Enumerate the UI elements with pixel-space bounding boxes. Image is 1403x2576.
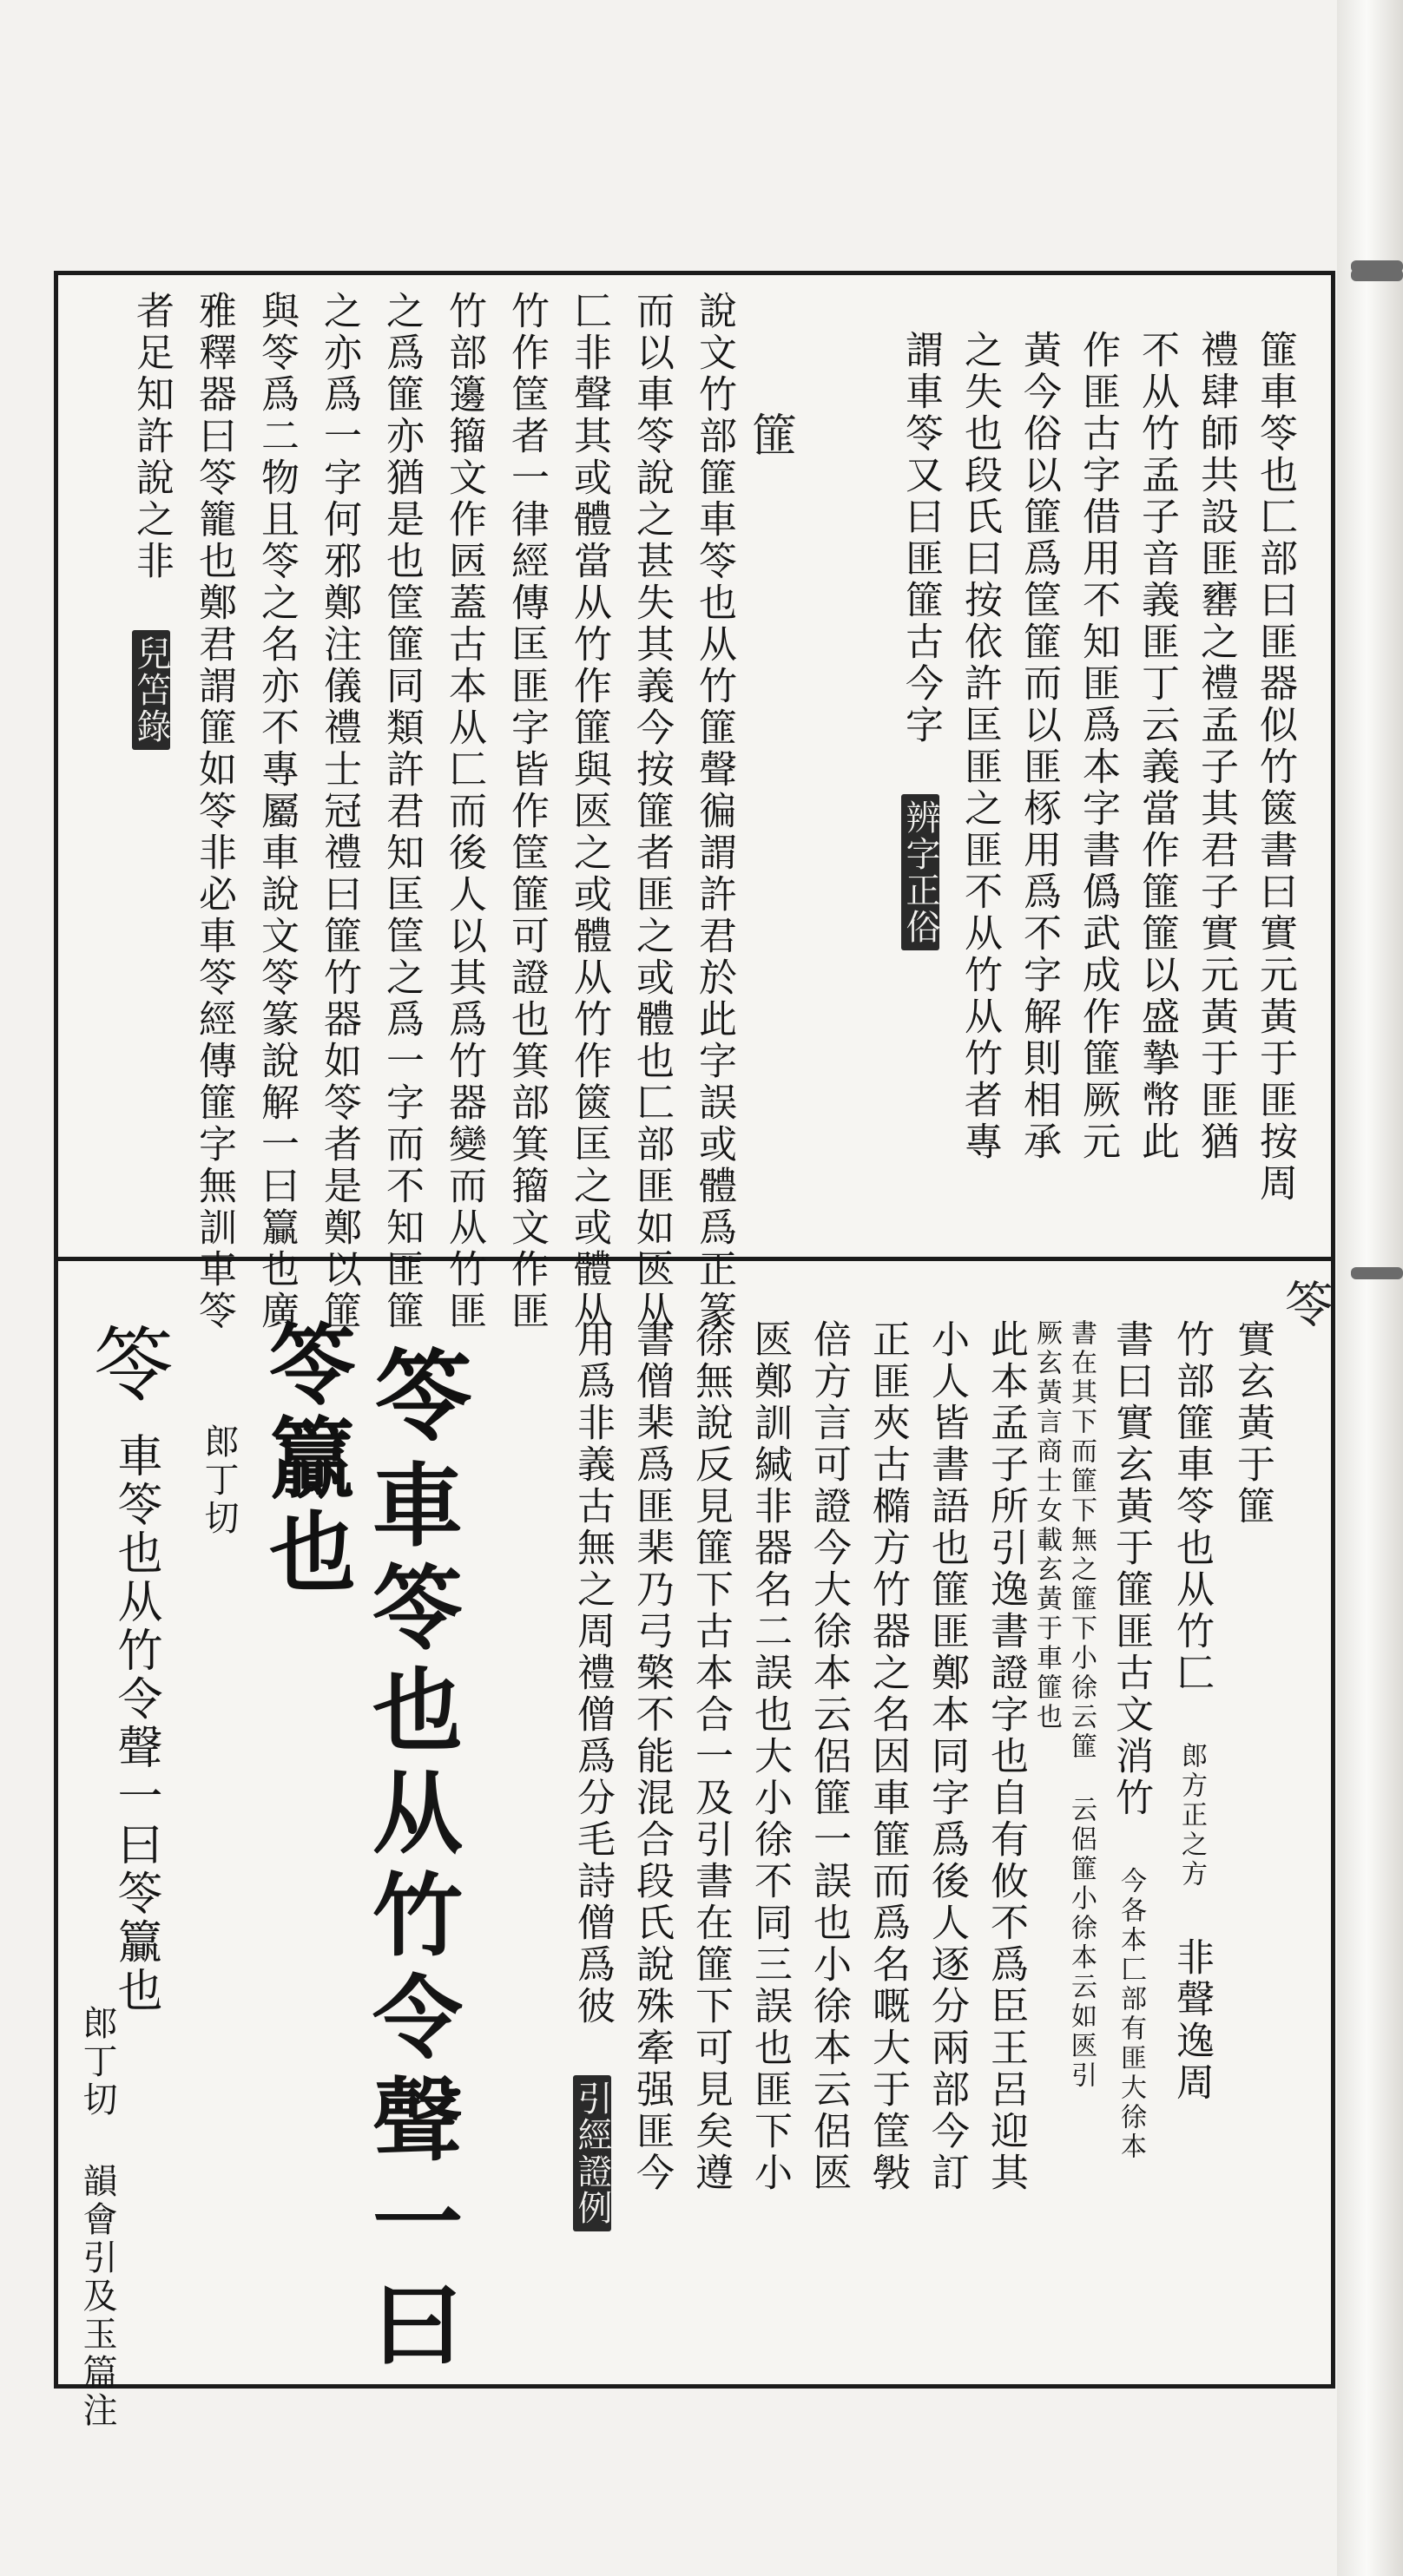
text-column: 不从竹孟子音義匪丁云義當作篚篚以盛摯幣此 — [1135, 330, 1179, 1163]
text-column — [1169, 1319, 1214, 2104]
text-column: 匧鄭訓緘非器名二誤也大小徐不同三誤也匪下小 — [748, 1319, 792, 2194]
small-note: 今各本匚部有匪大徐本 — [1116, 1867, 1146, 2162]
seal-char-3: 笭 — [94, 1319, 175, 1412]
text-column — [1066, 1319, 1097, 2091]
side-glyph: 笭 — [1285, 1278, 1334, 1334]
text-column-content: 書在其下而篚下無之篚下小徐云篚 — [1066, 1319, 1097, 1762]
text-column-content: 書曰實玄黃于篚匪古文消竹 — [1109, 1319, 1153, 1819]
text-column-content: 者足知許說之非 — [129, 291, 174, 582]
seal-char-2: 笭籯也 — [254, 1319, 357, 1600]
text-column-content: 竹部篚車笭也从竹匚 — [1169, 1319, 1214, 1694]
text-column — [1109, 1319, 1153, 2162]
text-column — [129, 291, 174, 750]
text-column-content: 非聲逸周 — [1169, 1937, 1214, 2104]
text-column: 正匪夾古橢方竹器之名因車篚而爲名嘅大于筐斅 — [866, 1319, 910, 2194]
text-column: 徐無說反見篚下古本合一及引書在篚下可見矣遵 — [688, 1319, 733, 2194]
small-note: 郎方正之方 — [1176, 1742, 1207, 1889]
small-note: 云侶篚小徐本云如匧引 — [1066, 1796, 1097, 2091]
text-column: 厥玄黃言商士女載玄黃于車篚也 — [1031, 1319, 1062, 1732]
binding-thread — [1351, 269, 1403, 281]
text-column: 說文竹部篚車笭也从竹篚聲徧謂許君於此字誤或體爲正篆 — [692, 291, 736, 1332]
text-column: 匚非聲其或體當从竹作篚與匧之或體从竹作篋匡之或體从 — [567, 291, 611, 1332]
text-column: 實玄黃于篚 — [1230, 1319, 1275, 1528]
text-column: 黃今俗以篚爲筐篚而以匪㭬用爲不字解則相承 — [1017, 330, 1061, 1163]
text-column: 而以車笭說之甚失其義今按篚者匪之或體也匚部匪如匧从 — [629, 291, 674, 1332]
binding-thread — [1351, 1267, 1403, 1279]
entry-header-char: 篚 — [752, 411, 798, 463]
text-column: 此本孟子所引逸書證字也自有攸不爲臣王呂迎其 — [984, 1319, 1028, 2194]
text-column: 倍方言可證今大徐本云侶篚一誤也小徐本云侶匧 — [807, 1319, 851, 2194]
text-column: 小人皆書語也篚匪鄭本同字爲後人逐分兩部今訂 — [925, 1319, 969, 2194]
tag-zhengsu: 辨字正俗 — [901, 794, 939, 950]
seal-char-1: 笭 — [375, 1340, 472, 1454]
text-column: 之亦爲一字何邪鄭注儀禮士冠禮曰篚竹器如笭者是鄭以篚 — [317, 291, 361, 1332]
text-column: 雅釋器曰笭籠也鄭君謂篚如笭非必車笭經傳篚字無訓車笭 — [192, 291, 236, 1332]
reading-note: 郎丁切 — [199, 1423, 239, 1538]
text-column: 書僧棐爲匪棐乃弓檠不能混合段氏說殊牽强匪今 — [629, 1319, 674, 2194]
last-entry-note: 郎丁切 韻會引及玉篇注 — [77, 2005, 117, 2430]
text-column: 之爲篚亦猶是也筐篚同類許君知匡筐之爲一字而不知匪篚 — [379, 291, 424, 1332]
text-column — [570, 1319, 615, 2231]
last-entry-column: 車笭也从竹令聲一曰笭籯也 — [109, 1432, 161, 2015]
text-column: 竹部籩籀文作㔷蓋古本从匚而後人以其爲竹器變而从竹匪 — [442, 291, 486, 1332]
text-column-content: 謂車笭又曰匪篚古今字 — [899, 330, 943, 746]
book-spine — [1337, 0, 1403, 2576]
text-column: 竹作筐者一律經傳匡匪字皆作筐篚可證也箕部箕籀文作匪 — [504, 291, 549, 1332]
text-column — [899, 330, 943, 950]
big-entry-column: 車笭也从竹令聲一曰 — [357, 1458, 464, 2380]
text-column: 與笭爲二物且笭之名亦不專屬車說文笭篆說解一曰籯也廣 — [254, 291, 299, 1332]
tag-guxi: 兒笘錄 — [132, 630, 170, 750]
text-column: 作匪古字借用不知匪爲本字書僞武成作篚厥元 — [1076, 330, 1120, 1163]
tag-yinjing: 引經證例 — [573, 2075, 611, 2231]
text-column: 之失也段氏曰按依許匡匪之匪不从竹从竹者專 — [958, 330, 1002, 1163]
text-column-content: 用爲非義古無之周禮僧爲分毛詩僧爲彼 — [570, 1319, 615, 2027]
text-column: 篚車笭也匚部曰匪器似竹篋書曰實元黃于匪按周 — [1253, 330, 1297, 1205]
text-column: 禮肆師共設匪罋之禮孟子其君子實元黃于匪猶 — [1194, 330, 1238, 1163]
